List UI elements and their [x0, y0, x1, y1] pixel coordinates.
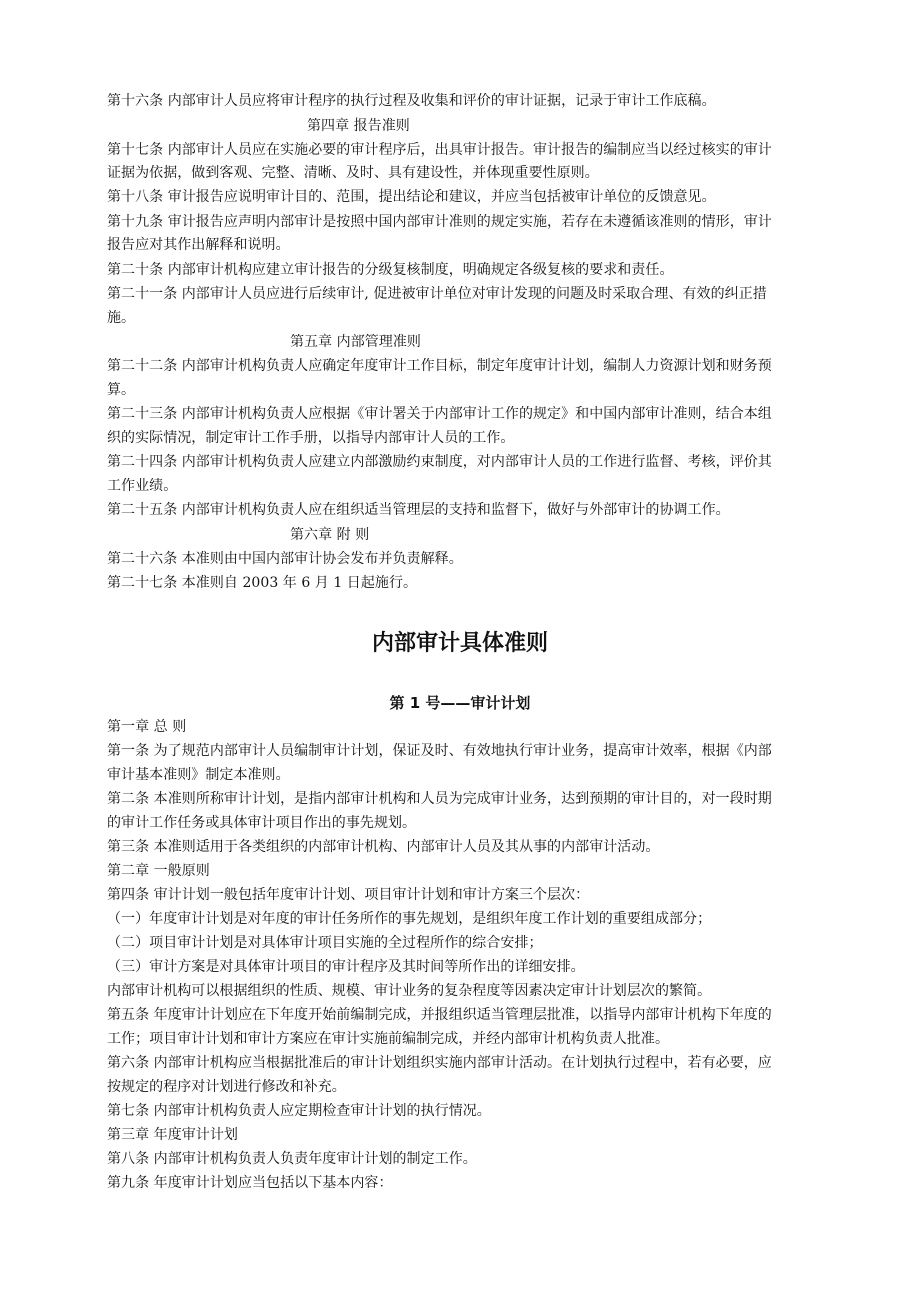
clause-8: 第八条 内部审计机构负责人负责年度审计计划的制定工作。: [107, 1151, 477, 1167]
article-22-line-1: 第二十二条 内部审计机构负责人应确定年度审计工作目标，制定年度审计计划，编制人力资源计划和财务预: [107, 358, 772, 374]
clause-2-line-1: 第二条 本准则所称审计计划，是指内部审计机构和人员为完成审计业务，达到预期的审计目的，对一段时期: [107, 791, 772, 807]
article-24-line-2: 工作业绩。: [107, 478, 178, 494]
clause-1-line-2: 审计基本准则》制定本准则。: [107, 767, 290, 783]
clause-9: 第九条 年度审计计划应当包括以下基本内容：: [107, 1175, 393, 1191]
chapter-5-heading: 第五章 内部管理准则: [290, 334, 421, 350]
article-19-line-1: 第十九条 审计报告应声明内部审计是按照中国内部审计准则的规定实施，若存在未遵循该准则的情形，审计: [107, 214, 772, 230]
clause-4: 第四条 审计计划一般包括年度审计计划、项目审计计划和审计方案三个层次：: [107, 887, 590, 903]
article-27: 第二十七条 本准则自 2003 年 6 月 1 日起施行。: [107, 575, 418, 591]
clause-4-note: 内部审计机构可以根据组织的性质、规模、审计业务的复杂程度等因素决定审计计划层次的繁简。: [107, 983, 712, 999]
article-21-line-2: 施。: [107, 310, 136, 326]
article-21-line-1: 第二十一条 内部审计人员应进行后续审计, 促进被审计单位对审计发现的问题及时采取合理、有效的纠正措: [107, 286, 767, 302]
clause-2-line-2: 的审计工作任务或具体审计项目作出的事先规划。: [107, 815, 417, 831]
article-17-line-1: 第十七条 内部审计人员应在实施必要的审计程序后，出具审计报告。审计报告的编制应当以经过核实的审计: [107, 142, 772, 158]
article-20: 第二十条 内部审计机构应建立审计报告的分级复核制度，明确规定各级复核的要求和责任。: [107, 262, 674, 278]
clause-1-line-1: 第一条 为了规范内部审计人员编制审计计划，保证及时、有效地执行审计业务，提高审计效率，根据《内部: [107, 743, 772, 759]
article-22-line-2: 算。: [107, 382, 136, 398]
document-title: 内部审计具体准则: [371, 631, 548, 656]
clause-4-item-3: （三）审计方案是对具体审计项目的审计程序及其时间等所作出的详细安排。: [107, 959, 585, 975]
clause-6-line-1: 第六条 内部审计机构应当根据批准后的审计计划组织实施内部审计活动。在计划执行过程中，若有必要，应: [107, 1055, 772, 1071]
article-26: 第二十六条 本准则由中国内部审计协会发布并负责解释。: [107, 551, 463, 567]
chapter-6-heading: 第六章 附 则: [290, 527, 370, 543]
article-23-line-1: 第二十三条 内部审计机构负责人应根据《审计署关于内部审计工作的规定》和中国内部审计准则，结合本组: [107, 406, 772, 422]
clause-3: 第三条 本准则适用于各类组织的内部审计机构、内部审计人员及其从事的内部审计活动。: [107, 839, 660, 855]
clause-7: 第七条 内部审计机构负责人应定期检查审计计划的执行情况。: [107, 1103, 491, 1119]
clause-4-item-2: （二）项目审计计划是对具体审计项目实施的全过程所作的综合安排；: [107, 935, 543, 951]
article-16: 第十六条 内部审计人员应将审计程序的执行过程及收集和评价的审计证据，记录于审计工作底稿。: [107, 93, 716, 109]
clause-4-item-1: （一）年度审计计划是对年度的审计任务所作的事先规划，是组织年度工作计划的重要组成部分；: [107, 911, 712, 927]
clause-6-line-2: 按规定的程序对计划进行修改和补充。: [107, 1079, 346, 1095]
article-25: 第二十五条 内部审计机构负责人应在组织适当管理层的支持和监督下，做好与外部审计的协调工作。: [107, 502, 730, 518]
clause-5-line-2: 工作；项目审计计划和审计方案应在审计实施前编制完成，并经内部审计机构负责人批准。: [107, 1031, 669, 1047]
article-17-line-2: 证据为依据，做到客观、完整、清晰、及时、具有建设性，并体现重要性原则。: [107, 165, 599, 181]
chapter-1-heading: 第一章 总 则: [107, 719, 187, 735]
chapter-4-heading: 第四章 报告准则: [307, 118, 410, 134]
chapter-3-heading: 第三章 年度审计计划: [107, 1127, 238, 1143]
article-19-line-2: 报告应对其作出解释和说明。: [107, 237, 290, 253]
chapter-2-heading: 第二章 一般原则: [107, 863, 210, 879]
article-23-line-2: 织的实际情况，制定审计工作手册，以指导内部审计人员的工作。: [107, 430, 515, 446]
article-18: 第十八条 审计报告应说明审计目的、范围，提出结论和建议，并应当包括被审计单位的反馈意见。: [107, 189, 716, 205]
clause-5-line-1: 第五条 年度审计计划应在下年度开始前编制完成，并报组织适当管理层批准，以指导内部审计机构下年度的: [107, 1007, 772, 1023]
article-24-line-1: 第二十四条 内部审计机构负责人应建立内部激励约束制度，对内部审计人员的工作进行监督、考核，评价其: [107, 454, 772, 470]
standard-subtitle: 第 1 号——审计计划: [389, 694, 531, 712]
